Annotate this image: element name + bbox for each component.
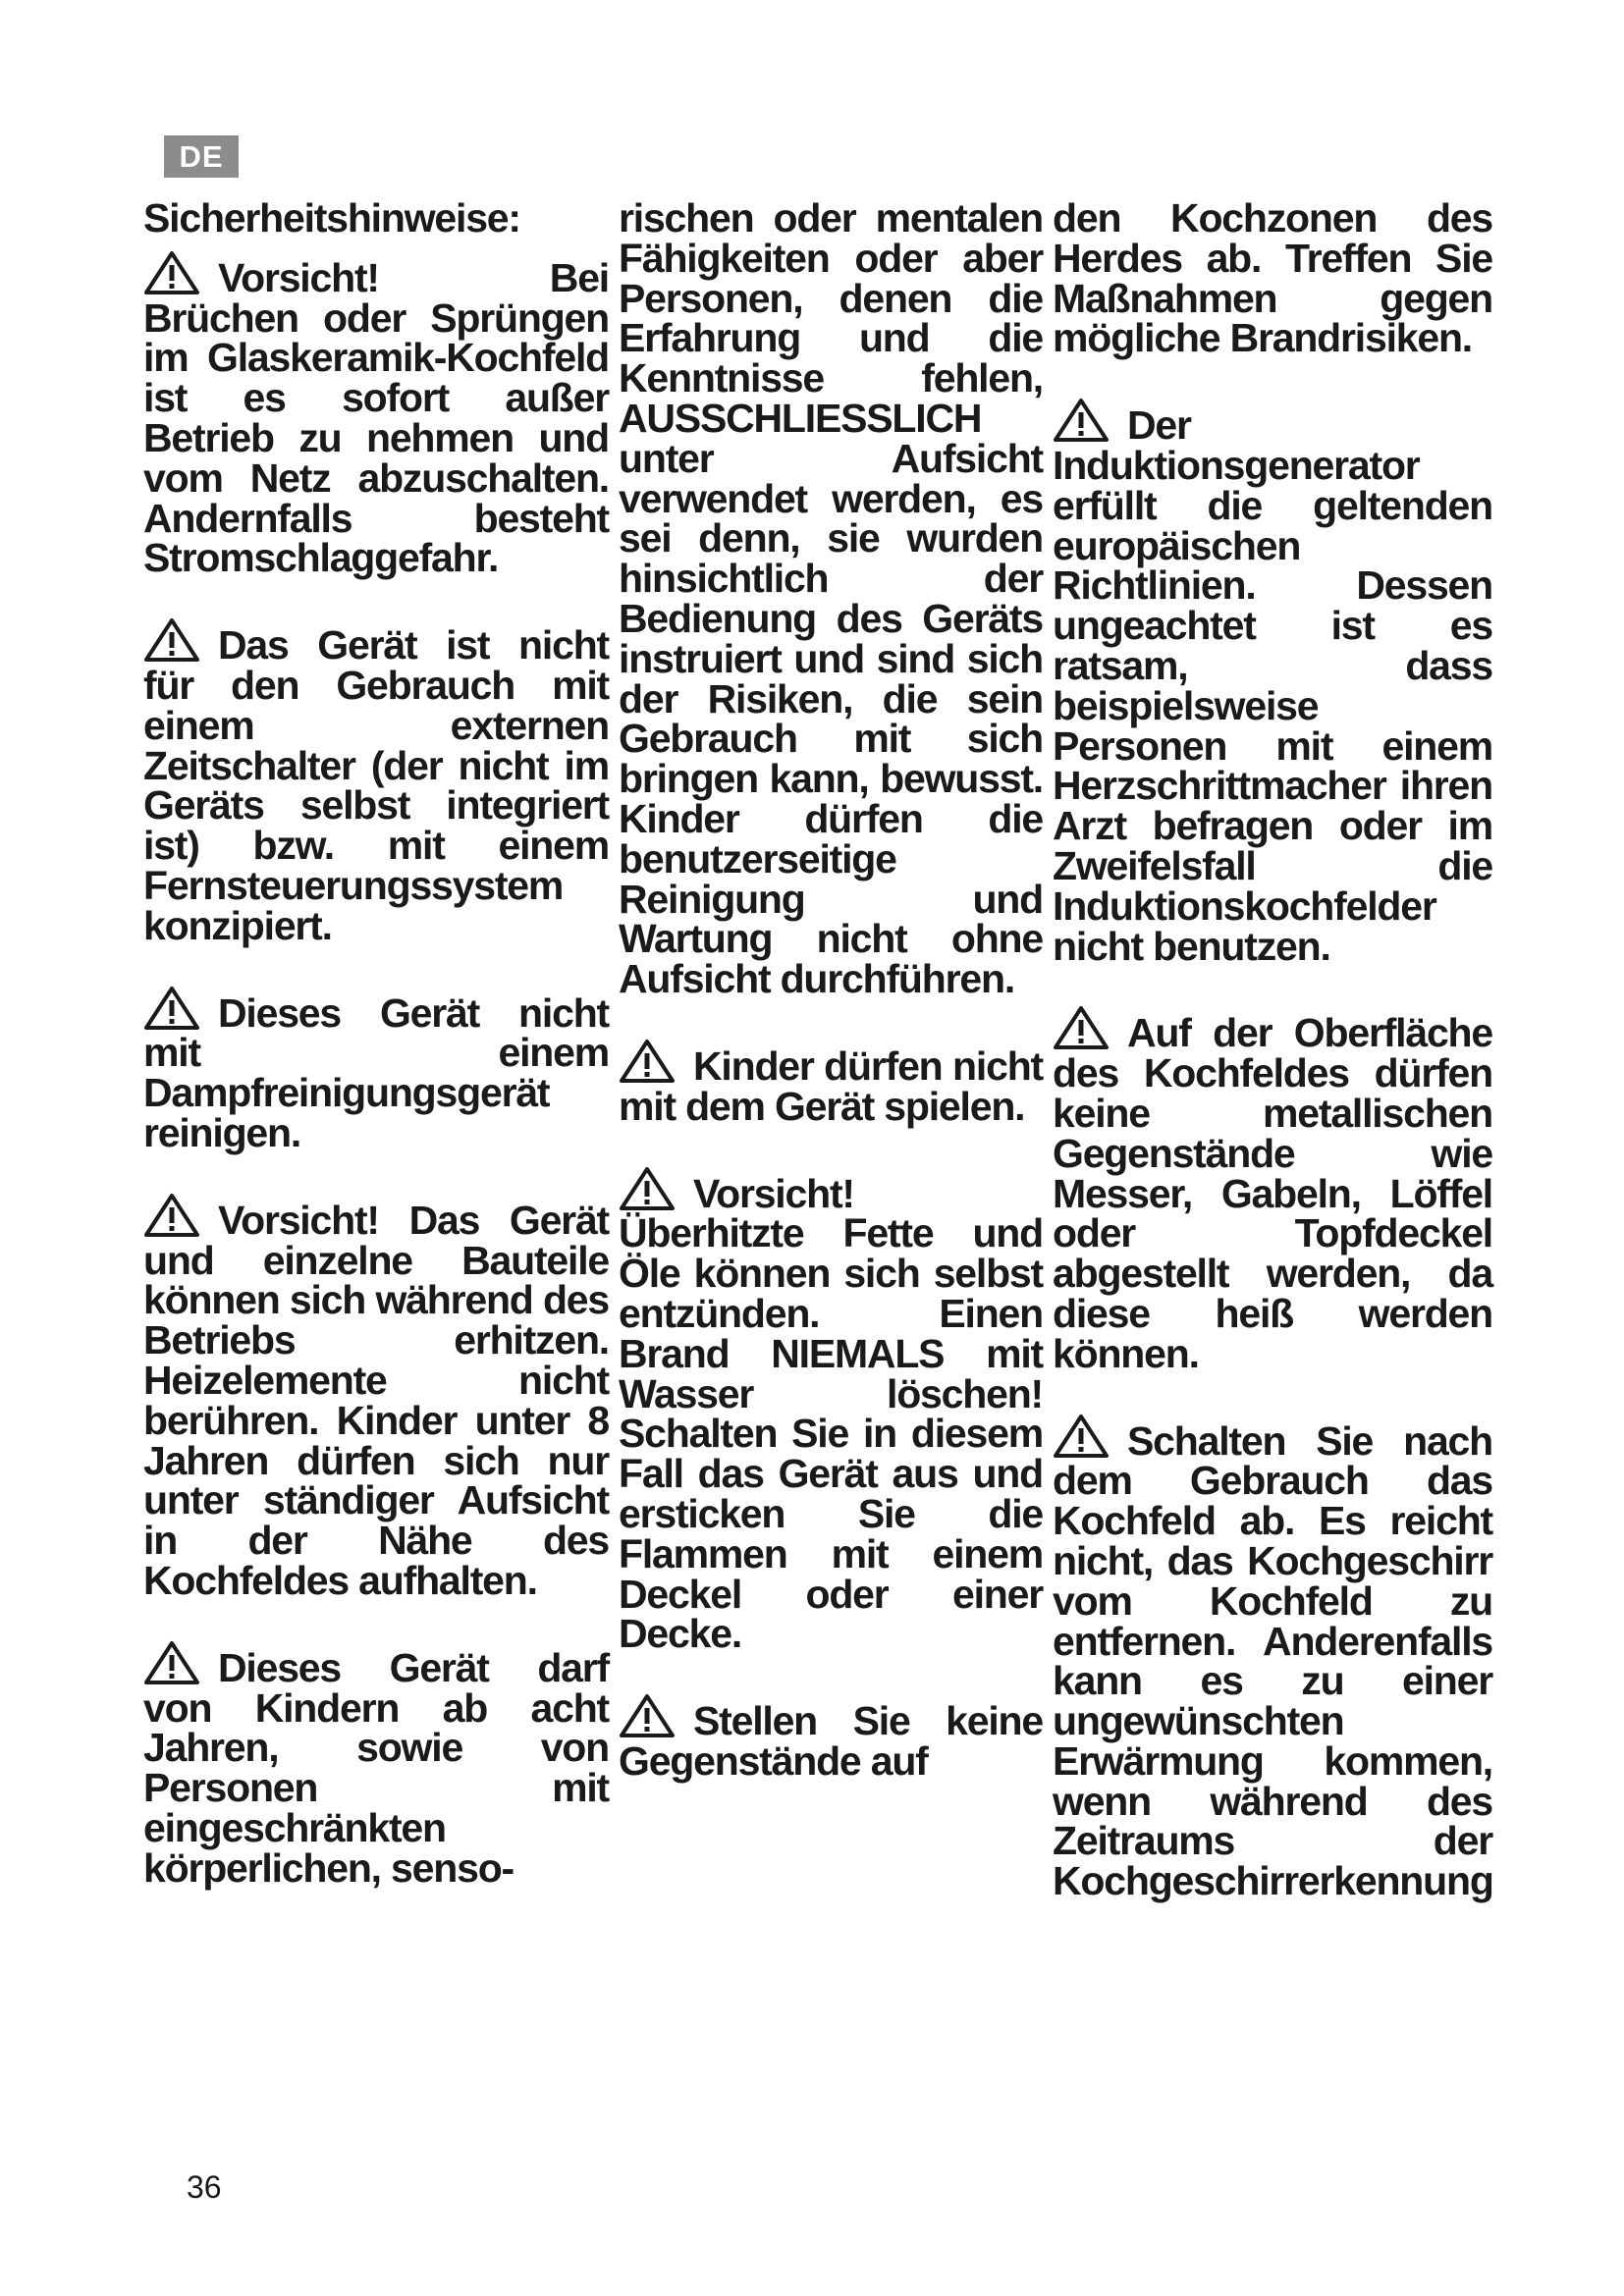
paragraph-text: Dieses Gerät darf von Kindern ab acht Jahren, sowie von Personen mit eingeschränkten körperlichen, senso- bbox=[143, 1644, 609, 1891]
warning-paragraph bbox=[143, 1193, 609, 1601]
paragraph-text: Das Gerät ist nicht für den Gebrauch mit einem externen Zeitschalter (der nicht im Geräts selbst integriert ist) bzw. mit einem Fernsteuerungssystem konzipiert. bbox=[143, 622, 609, 948]
continued-paragraph bbox=[1053, 195, 1492, 361]
warning-paragraph bbox=[143, 1640, 609, 1889]
warning-triangle-icon bbox=[143, 617, 200, 663]
warning-triangle-icon bbox=[1053, 1414, 1110, 1459]
warning-triangle-icon bbox=[143, 250, 200, 295]
text-column-3 bbox=[1053, 195, 1493, 1941]
section-heading: Sicherheitshinweise: bbox=[143, 195, 520, 240]
warning-triangle-icon bbox=[619, 1166, 676, 1211]
warning-paragraph bbox=[1053, 398, 1492, 969]
warning-paragraph bbox=[143, 250, 609, 581]
warning-paragraph bbox=[143, 986, 609, 1153]
warning-triangle-icon bbox=[619, 1039, 676, 1084]
warning-triangle-icon bbox=[1053, 1005, 1110, 1050]
paragraph-text: rischen oder mentalen Fähigkeiten oder aber Personen, denen die Erfahrung und die Kenntnisse fehlen, AUSSCHLIESSLICH unter Aufsicht verwendet werden, es sei denn, sie wurden hinsichtlich der Bedienung des Geräts instruiert und sind sich der Risiken, die sein Gebrauch mit sich bringen kann, bewusst. Kinder dürfen die benutzerseitige Reinigung und Wartung nicht ohne Aufsicht durchführen. bbox=[619, 195, 1043, 1002]
warning-triangle-icon bbox=[619, 1693, 676, 1738]
warning-paragraph bbox=[619, 1166, 1043, 1655]
warning-paragraph bbox=[619, 1693, 1043, 1782]
warning-paragraph bbox=[1053, 1414, 1492, 1902]
continued-paragraph bbox=[619, 195, 1043, 1002]
paragraph-text: Vorsicht! Das Gerät und einzelne Bauteile können sich während des Betriebs erhitzen. Heizelemente nicht berühren. Kinder unter 8 Jahren dürfen sich nur unter ständiger Aufsicht in der Nähe des Kochfeldes aufhalten. bbox=[143, 1197, 609, 1603]
warning-paragraph bbox=[1053, 1005, 1492, 1376]
paragraph-text: den Kochzonen des Herdes ab. Treffen Sie Maßnahmen gegen mögliche Brandrisiken. bbox=[1053, 195, 1492, 361]
warning-triangle-icon bbox=[143, 1640, 200, 1685]
warning-triangle-icon bbox=[143, 986, 200, 1031]
warning-paragraph bbox=[143, 617, 609, 948]
page-number: 36 bbox=[187, 2169, 222, 2205]
warning-triangle-icon bbox=[1053, 398, 1110, 443]
warning-paragraph bbox=[619, 1039, 1043, 1127]
paragraph-text: Vorsicht! Überhitzte Fette und Öle können sich selbst entzünden. Einen Brand NIEMALS mit Wasser löschen! Schalten Sie in diesem Fall das Gerät aus und ersticken Sie die Flammen mit einem Deckel oder einer Decke. bbox=[619, 1170, 1043, 1657]
paragraph-text: Auf der Oberfläche des Kochfeldes dürfen keine metallischen Gegenstände wie Messer, Gabeln, Löffel oder Topfdeckel abgestellt werden, da diese heiß werden können. bbox=[1053, 1010, 1492, 1376]
text-column-2 bbox=[619, 195, 1043, 1821]
paragraph-text: Kinder dürfen nicht mit dem Gerät spielen. bbox=[619, 1042, 1043, 1129]
paragraph-text: Schalten Sie nach dem Gebrauch das Kochfeld ab. Es reicht nicht, das Kochgeschirr vom Kochfeld zu entfernen. Anderenfalls kann es zu einer ungewünschten Erwärmung kommen, wenn während des Zeitraums der Kochgeschirrerkennung bbox=[1053, 1417, 1493, 1904]
warning-triangle-icon bbox=[143, 1193, 200, 1238]
paragraph-text: Vorsicht! Bei Brüchen oder Sprüngen im Glaskeramik-Kochfeld ist es sofort außer Betrieb zu nehmen und vom Netz abzuschalten. Andernfalls besteht Stromschlaggefahr. bbox=[143, 254, 609, 581]
paragraph-text: Stellen Sie keine Gegenstände auf bbox=[619, 1698, 1043, 1784]
language-badge: DE bbox=[164, 135, 239, 178]
text-column-1 bbox=[143, 195, 609, 1927]
paragraph-text: Der Induktionsgenerator erfüllt die geltenden europäischen Richtlinien. Dessen ungeachtet ist es ratsam, dass beispielsweise Personen mit einem Herzschrittmacher ihren Arzt befragen oder im Zweifelsfall die Induktionskochfelder nicht benutzen. bbox=[1053, 402, 1492, 969]
paragraph-text: Dieses Gerät nicht mit einem Dampfreinigungsgerät reinigen. bbox=[143, 989, 609, 1155]
